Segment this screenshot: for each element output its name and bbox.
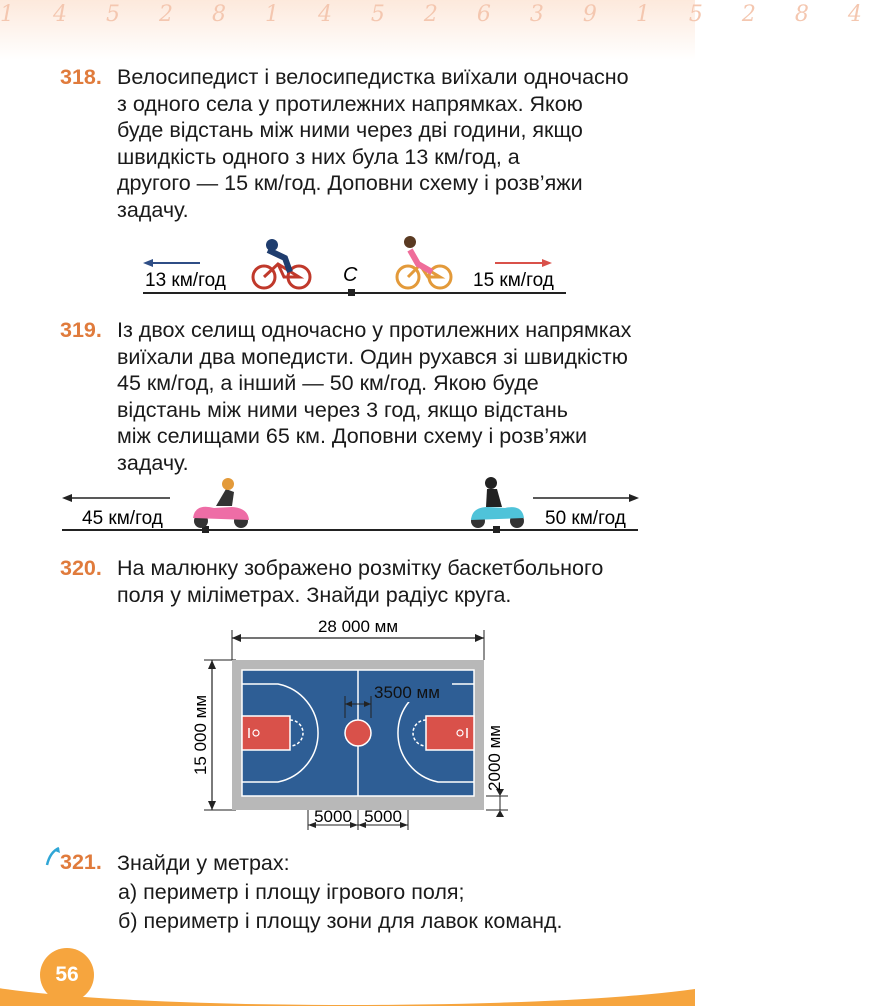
- task-line: поля у міліметрах. Знайди радіус круга.: [117, 582, 512, 607]
- task-text: [117, 64, 660, 223]
- arrow-right-icon: [629, 494, 639, 502]
- arrow-right-icon: [542, 259, 552, 267]
- speed-left: 13 км/год: [145, 270, 226, 291]
- speed-left: 45 км/год: [82, 508, 163, 529]
- task-line: швидкість одного з них була 13 км/год, а: [117, 144, 520, 169]
- task-line: а) периметр і площу ігрового поля;: [118, 880, 465, 904]
- point-c: [348, 289, 355, 296]
- task-321: [60, 849, 660, 936]
- task-line: Велосипедист і велосипедистка виїхали одночасно: [117, 65, 629, 89]
- bottom-right-label: 5000: [364, 807, 402, 826]
- moped-blue-icon: [471, 477, 524, 528]
- task-line: б) периметр і площу зони для лавок команд.: [118, 909, 563, 933]
- width-label: 15 000 мм: [191, 694, 210, 776]
- task-text: [117, 317, 660, 476]
- task-line: задачу.: [117, 450, 189, 475]
- task-text: [117, 555, 660, 608]
- arrow-left-icon: [143, 259, 153, 267]
- task-line: з одного села у протилежних напрямках. Якою: [117, 91, 583, 116]
- header-digits: 1 4 5 2 8 1 4 5 2 6 3 9 1 5 2 8 4: [0, 2, 878, 27]
- task-line: між селищами 65 км. Доповни схему і розв’яжи: [117, 424, 588, 448]
- cyclist-girl-icon: [397, 236, 451, 288]
- village-point-right: [493, 526, 500, 533]
- task-318: [60, 64, 660, 223]
- center-label: С: [343, 264, 358, 286]
- arrow-left-icon: [62, 494, 72, 502]
- task-319: [60, 317, 660, 476]
- page-number: 56: [40, 948, 94, 1002]
- task-number: 319.: [60, 318, 102, 342]
- task-number: 318.: [60, 65, 102, 89]
- speed-right: 50 км/год: [545, 508, 626, 529]
- task-line: виїхали два мопедисти. Один рухався зі швидкістю: [117, 344, 628, 369]
- task-line: відстань між ними через 3 год, якщо відстань: [117, 397, 568, 422]
- task-line: задачу.: [117, 197, 189, 222]
- bottom-left-label: 5000: [314, 807, 352, 826]
- circle-label: 3500 мм: [374, 683, 440, 702]
- task-line: буде відстань між ними через дві години, якщо: [117, 118, 583, 142]
- moped-scheme: [0, 470, 695, 540]
- task-text: [117, 849, 660, 936]
- speed-right: 15 км/год: [473, 270, 554, 291]
- cyclist-icon: [253, 239, 310, 288]
- side-label: 2000 мм: [485, 725, 504, 791]
- length-label: 28 000 мм: [317, 617, 399, 636]
- basketball-court-diagram: [190, 612, 520, 834]
- task-number: 321.: [60, 850, 102, 874]
- task-line: другого — 15 км/год. Доповни схему і розв’яжи: [117, 171, 583, 195]
- moped-pink-icon: [193, 478, 249, 528]
- bicycle-scheme: [0, 228, 695, 303]
- task-line: На малюнку зображено розмітку баскетбольного: [117, 556, 604, 580]
- task-line: Знайди у метрах:: [117, 851, 290, 875]
- task-number: 320.: [60, 556, 102, 580]
- task-line: Із двох селищ одночасно у протилежних напрямках: [117, 318, 632, 342]
- center-circle: [345, 720, 371, 746]
- task-320: [60, 555, 660, 608]
- task-line: 45 км/год, а інший — 50 км/год. Якою буде: [117, 371, 539, 395]
